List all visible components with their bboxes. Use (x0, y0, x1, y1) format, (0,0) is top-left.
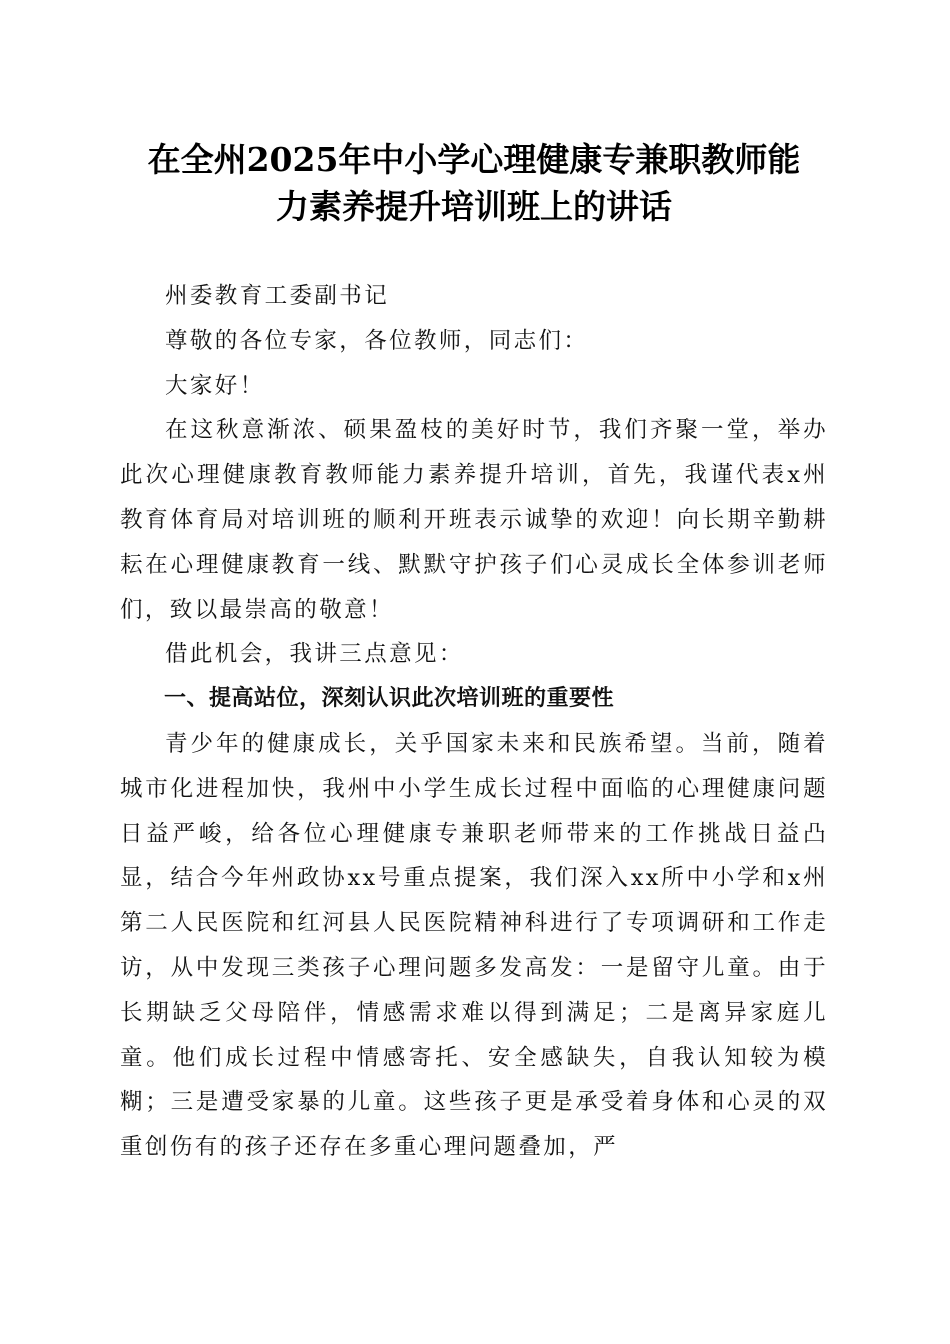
author-line: 州委教育工委副书记 (165, 283, 390, 309)
title-line-2: 力素养提升培训班上的讲话 (276, 187, 672, 226)
document-page (120, 136, 828, 1170)
section-1-paragraph: 青少年的健康成长，关乎国家未来和民族希望。当前，随着城市化进程加快，我州中小学生成长过程中面临的心理健康问题日益严峻，给各位心理健康专兼职老师带来的工作挑战日益凸显，结合今年州政协xx号重点提案，我们深入xx所中小学和x州第二人民医院和红河县人民医院精神科进行了专项调研和工作走访，从中发现三类孩子心理问题多发高发：一是留守儿童。由于长期缺乏父母陪伴，情感需求难以得到满足；二是离异家庭儿童。他们成长过程中情感寄托、安全感缺失，自我认知较为模糊；三是遭受家暴的儿童。这些孩子更是承受着身体和心灵的双重创伤有的孩子还存在多重心理问题叠加，严 (120, 730, 828, 1161)
title-line-1: 在全州2025年中小学心理健康专兼职教师能 (147, 140, 801, 179)
intro-paragraph: 借此机会，我讲三点意见： (165, 641, 464, 668)
document-title (120, 136, 828, 230)
greeting: 大家好！ (165, 372, 265, 399)
salutation: 尊敬的各位专家，各位教师，同志们： (165, 327, 589, 354)
document-body (120, 274, 828, 1170)
section-heading-1: 一、提高站位，深刻认识此次培训班的重要性 (164, 686, 615, 712)
opening-paragraph: 在这秋意渐浓、硕果盈枝的美好时节，我们齐聚一堂，举办此次心理健康教育教师能力素养提升培训，首先，我谨代表x州教育体育局对培训班的顺利开班表示诚挚的欢迎！向长期辛勤耕耘在心理健康教育一线、默默守护孩子们心灵成长全体参训老师们，致以最崇高的敬意！ (120, 417, 828, 623)
